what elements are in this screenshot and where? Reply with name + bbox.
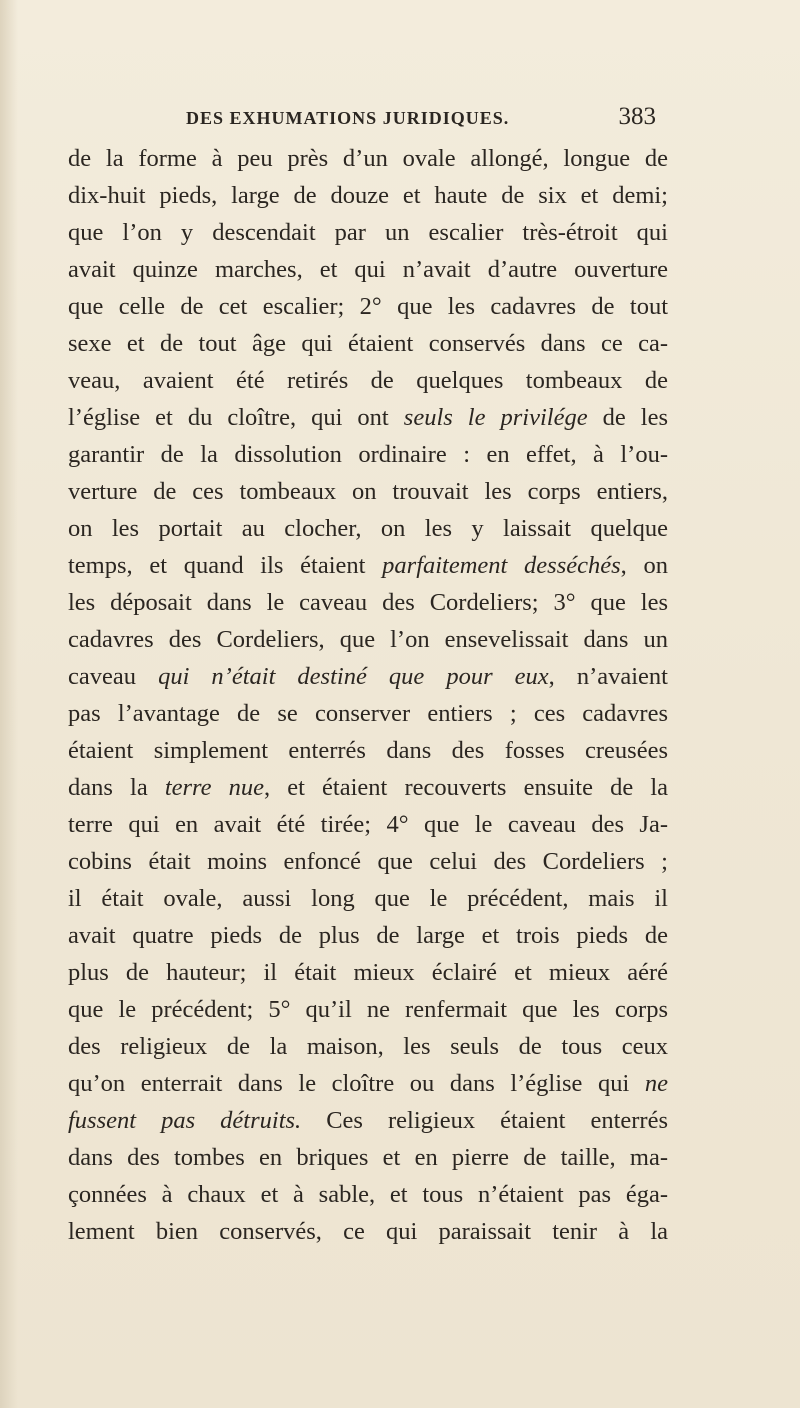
text-run: garantir de la dissolution ordinaire : en effet, à l’ou- [68, 441, 668, 468]
text-run: des religieux de la maison, les seuls de tous ceux [68, 1033, 668, 1060]
text-line [68, 1176, 668, 1213]
text-line [68, 251, 668, 288]
text-run: sexe et de tout âge qui étaient conservés dans ce ca- [68, 330, 668, 357]
text-line [68, 954, 668, 991]
page-gutter-shadow [0, 0, 18, 1408]
text-run: , n’avaient [548, 663, 668, 690]
text-run: çonnées à chaux et à sable, et tous n’étaient pas éga- [68, 1181, 668, 1208]
text-run: Ces religieux étaient enterrés [301, 1107, 668, 1134]
text-line [68, 214, 668, 251]
text-line [68, 1139, 668, 1176]
text-line [68, 584, 668, 621]
text-line [68, 732, 668, 769]
text-line [68, 621, 668, 658]
text-line [68, 1028, 668, 1065]
page-number: 383 [618, 103, 656, 130]
text-run: verture de ces tombeaux on trouvait les corps entiers, [68, 478, 668, 505]
text-run: cadavres des Cordeliers, que l’on ensevelissait dans un [68, 626, 668, 653]
text-run: les déposait dans le caveau des Cordeliers; 3° que les [68, 589, 668, 616]
text-line [68, 806, 668, 843]
text-line [68, 695, 668, 732]
italic-text-run: ne [644, 1070, 668, 1097]
text-line [68, 399, 668, 436]
text-run: lement bien conservés, ce qui paraissait tenir à la [68, 1218, 668, 1245]
text-line [68, 510, 668, 547]
text-line [68, 177, 668, 214]
text-line [68, 1102, 668, 1139]
text-line [68, 769, 668, 806]
text-run: avait quinze marches, et qui n’avait d’autre ouverture [68, 256, 668, 283]
text-run: dix-huit pieds, large de douze et haute de six et demi; [68, 182, 668, 209]
running-head [186, 103, 656, 136]
italic-text-run: parfaitement desséchés [382, 552, 621, 579]
text-line [68, 436, 668, 473]
italic-text-run: qui n’était destiné que pour eux [158, 663, 549, 690]
italic-text-run: terre nue [164, 774, 265, 801]
text-line [68, 325, 668, 362]
body-text [68, 140, 668, 1250]
text-run: temps, et quand ils étaient [68, 552, 383, 579]
text-run: dans la [68, 774, 165, 801]
text-run: on les portait au clocher, on les y laissait quelque [68, 515, 668, 542]
text-run: étaient simplement enterrés dans des fosses creusées [68, 737, 668, 764]
running-title: DES EXHUMATIONS JURIDIQUES. [186, 108, 510, 128]
text-run: il était ovale, aussi long que le précédent, mais il [68, 885, 668, 912]
text-run: cobins était moins enfoncé que celui des Cordeliers ; [68, 848, 668, 875]
text-run: que le précédent; 5° qu’il ne renfermait que les corps [68, 996, 668, 1023]
text-run: terre qui en avait été tirée; 4° que le caveau des Ja- [68, 811, 668, 838]
text-run: de la forme à peu près d’un ovale allongé, longue de [68, 145, 668, 172]
text-line [68, 1065, 668, 1102]
text-run: plus de hauteur; il était mieux éclairé et mieux aéré [68, 959, 668, 986]
text-line [68, 547, 668, 584]
italic-text-run: seuls le privilége [403, 404, 588, 431]
text-line [68, 843, 668, 880]
text-run: avait quatre pieds de plus de large et trois pieds de [68, 922, 668, 949]
text-line [68, 140, 668, 177]
text-line [68, 880, 668, 917]
italic-text-run: fussent pas détruits. [68, 1107, 302, 1134]
text-line [68, 473, 668, 510]
text-line [68, 288, 668, 325]
text-line [68, 1213, 668, 1250]
text-run: , et étaient recouverts ensuite de la [264, 774, 668, 801]
text-run: qu’on enterrait dans le cloître ou dans l’église qui [68, 1070, 645, 1097]
text-run: que l’on y descendait par un escalier très-étroit qui [68, 219, 668, 246]
text-run: que celle de cet escalier; 2° que les cadavres de tout [68, 293, 668, 320]
text-run: , on [620, 552, 668, 579]
text-run: pas l’avantage de se conserver entiers ; ces cadavres [68, 700, 668, 727]
text-line [68, 991, 668, 1028]
text-line [68, 362, 668, 399]
text-run: veau, avaient été retirés de quelques tombeaux de [68, 367, 668, 394]
text-run: l’église et du cloître, qui ont [68, 404, 404, 431]
text-run: de les [587, 404, 668, 431]
text-run: dans des tombes en briques et en pierre de taille, ma- [68, 1144, 668, 1171]
text-line [68, 658, 668, 695]
text-run: caveau [68, 663, 159, 690]
text-line [68, 917, 668, 954]
